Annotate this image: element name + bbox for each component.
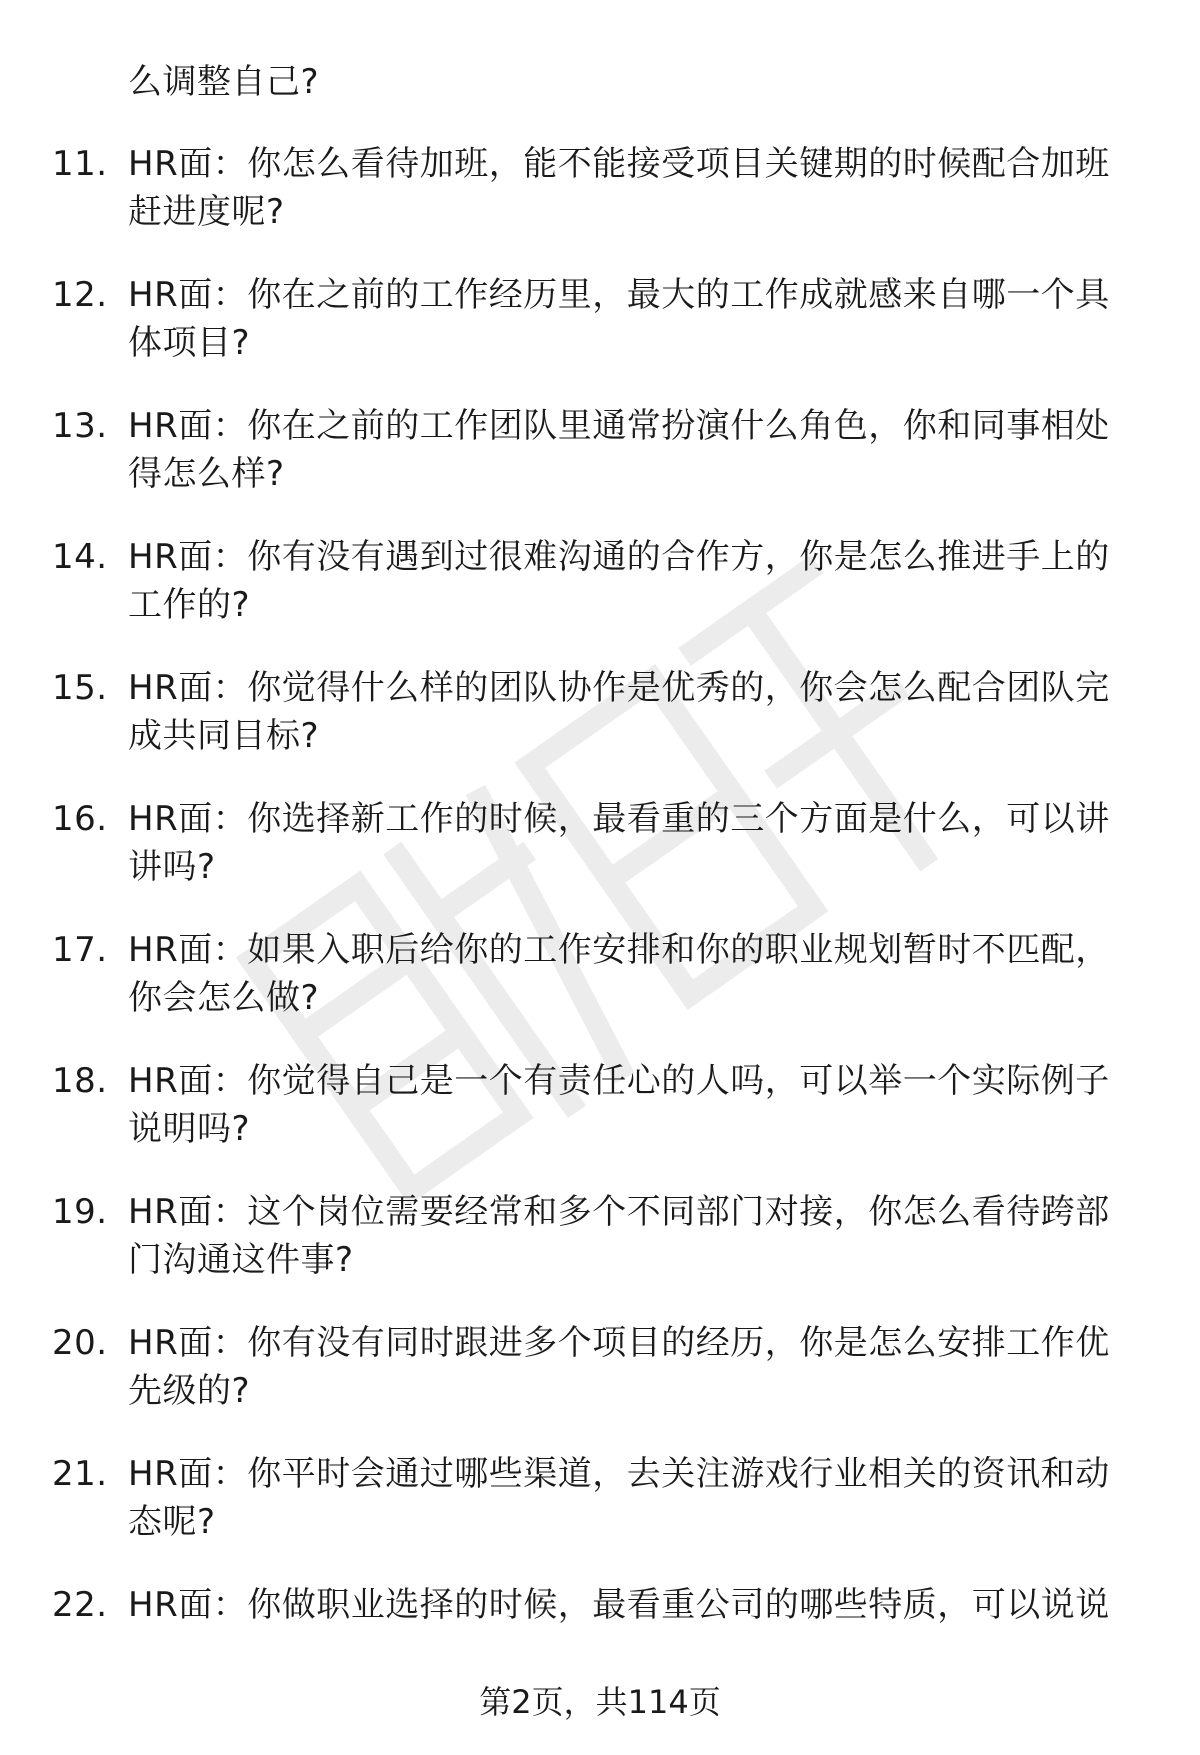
question-number: 14. xyxy=(52,537,108,577)
question-text xyxy=(128,402,1158,498)
question-line-2: 态呢? xyxy=(128,1502,216,1542)
question-line-2: 工作的? xyxy=(128,585,251,625)
question-line-1: 你在之前的工作团队里通常扮演什么角色，你和同事相处 xyxy=(247,406,1110,446)
question-number: 18. xyxy=(52,1061,108,1101)
question-prefix: HR面： xyxy=(128,537,248,577)
question-prefix: HR面： xyxy=(128,1454,248,1494)
question-number: 15. xyxy=(52,668,108,708)
question-number: 22. xyxy=(52,1585,108,1625)
question-text xyxy=(128,1188,1158,1284)
question-line-1: 这个岗位需要经常和多个不同部门对接，你怎么看待跨部 xyxy=(247,1192,1110,1232)
question-list xyxy=(0,140,1200,1712)
question-prefix: HR面： xyxy=(128,144,248,184)
question-text xyxy=(128,664,1158,760)
question-item xyxy=(0,1188,1200,1319)
question-line-2: 讲吗? xyxy=(128,847,216,887)
question-prefix: HR面： xyxy=(128,668,248,708)
question-line-2: 门沟通这件事? xyxy=(128,1240,354,1280)
question-item xyxy=(0,926,1200,1057)
question-line-1: 你怎么看待加班，能不能接受项目关键期的时候配合加班 xyxy=(247,144,1110,184)
question-number: 21. xyxy=(52,1454,108,1494)
question-line-2: 体项目? xyxy=(128,323,251,363)
question-line-2: 赶进度呢? xyxy=(128,192,285,232)
question-prefix: HR面： xyxy=(128,930,248,970)
question-text xyxy=(128,1581,1158,1629)
question-text xyxy=(128,1319,1158,1415)
question-line-1: 你平时会通过哪些渠道，去关注游戏行业相关的资讯和动 xyxy=(247,1454,1110,1494)
question-line-2: 得怎么样? xyxy=(128,454,285,494)
question-number: 13. xyxy=(52,406,108,446)
question-number: 17. xyxy=(52,930,108,970)
question-item xyxy=(0,140,1200,271)
question-text xyxy=(128,1450,1158,1546)
question-line-1: 你觉得什么样的团队协作是优秀的，你会怎么配合团队完 xyxy=(247,668,1110,708)
question-prefix: HR面： xyxy=(128,275,248,315)
question-prefix: HR面： xyxy=(128,799,248,839)
question-item xyxy=(0,795,1200,926)
question-prefix: HR面： xyxy=(128,406,248,446)
page-footer: 第2页，共114页 xyxy=(479,1683,721,1721)
question-line-1: 你在之前的工作经历里，最大的工作成就感来自哪一个具 xyxy=(247,275,1110,315)
question-text xyxy=(128,1057,1158,1153)
question-text xyxy=(128,533,1158,629)
question-line-2: 成共同目标? xyxy=(128,716,320,756)
question-line-1: 你觉得自己是一个有责任心的人吗，可以举一个实际例子 xyxy=(247,1061,1110,1101)
question-line-2: 你会怎么做? xyxy=(128,978,320,1018)
continuation-text: 么调整自己? xyxy=(128,62,320,102)
question-line-2: 先级的? xyxy=(128,1371,251,1411)
question-number: 11. xyxy=(52,144,108,184)
question-item xyxy=(0,533,1200,664)
question-line-1: 你做职业选择的时候，最看重公司的哪些特质，可以说说 xyxy=(247,1585,1110,1625)
question-line-1: 如果入职后给你的工作安排和你的职业规划暂时不匹配， xyxy=(247,930,1110,970)
question-item xyxy=(0,1450,1200,1581)
question-prefix: HR面： xyxy=(128,1323,248,1363)
question-item xyxy=(0,402,1200,533)
question-item xyxy=(0,664,1200,795)
question-item xyxy=(0,271,1200,402)
question-number: 19. xyxy=(52,1192,108,1232)
question-item xyxy=(0,1319,1200,1450)
question-prefix: HR面： xyxy=(128,1585,248,1625)
question-text xyxy=(128,926,1158,1022)
question-item xyxy=(0,1057,1200,1188)
question-line-1: 你选择新工作的时候，最看重的三个方面是什么，可以讲 xyxy=(247,799,1110,839)
question-text xyxy=(128,140,1158,236)
question-prefix: HR面： xyxy=(128,1061,248,1101)
question-text xyxy=(128,271,1158,367)
question-line-2: 说明吗? xyxy=(128,1109,251,1149)
question-text xyxy=(128,795,1158,891)
question-line-1: 你有没有同时跟进多个项目的经历，你是怎么安排工作优 xyxy=(247,1323,1110,1363)
question-number: 20. xyxy=(52,1323,108,1363)
question-number: 12. xyxy=(52,275,108,315)
question-prefix: HR面： xyxy=(128,1192,248,1232)
question-number: 16. xyxy=(52,799,108,839)
question-line-1: 你有没有遇到过很难沟通的合作方，你是怎么推进手上的 xyxy=(247,537,1110,577)
